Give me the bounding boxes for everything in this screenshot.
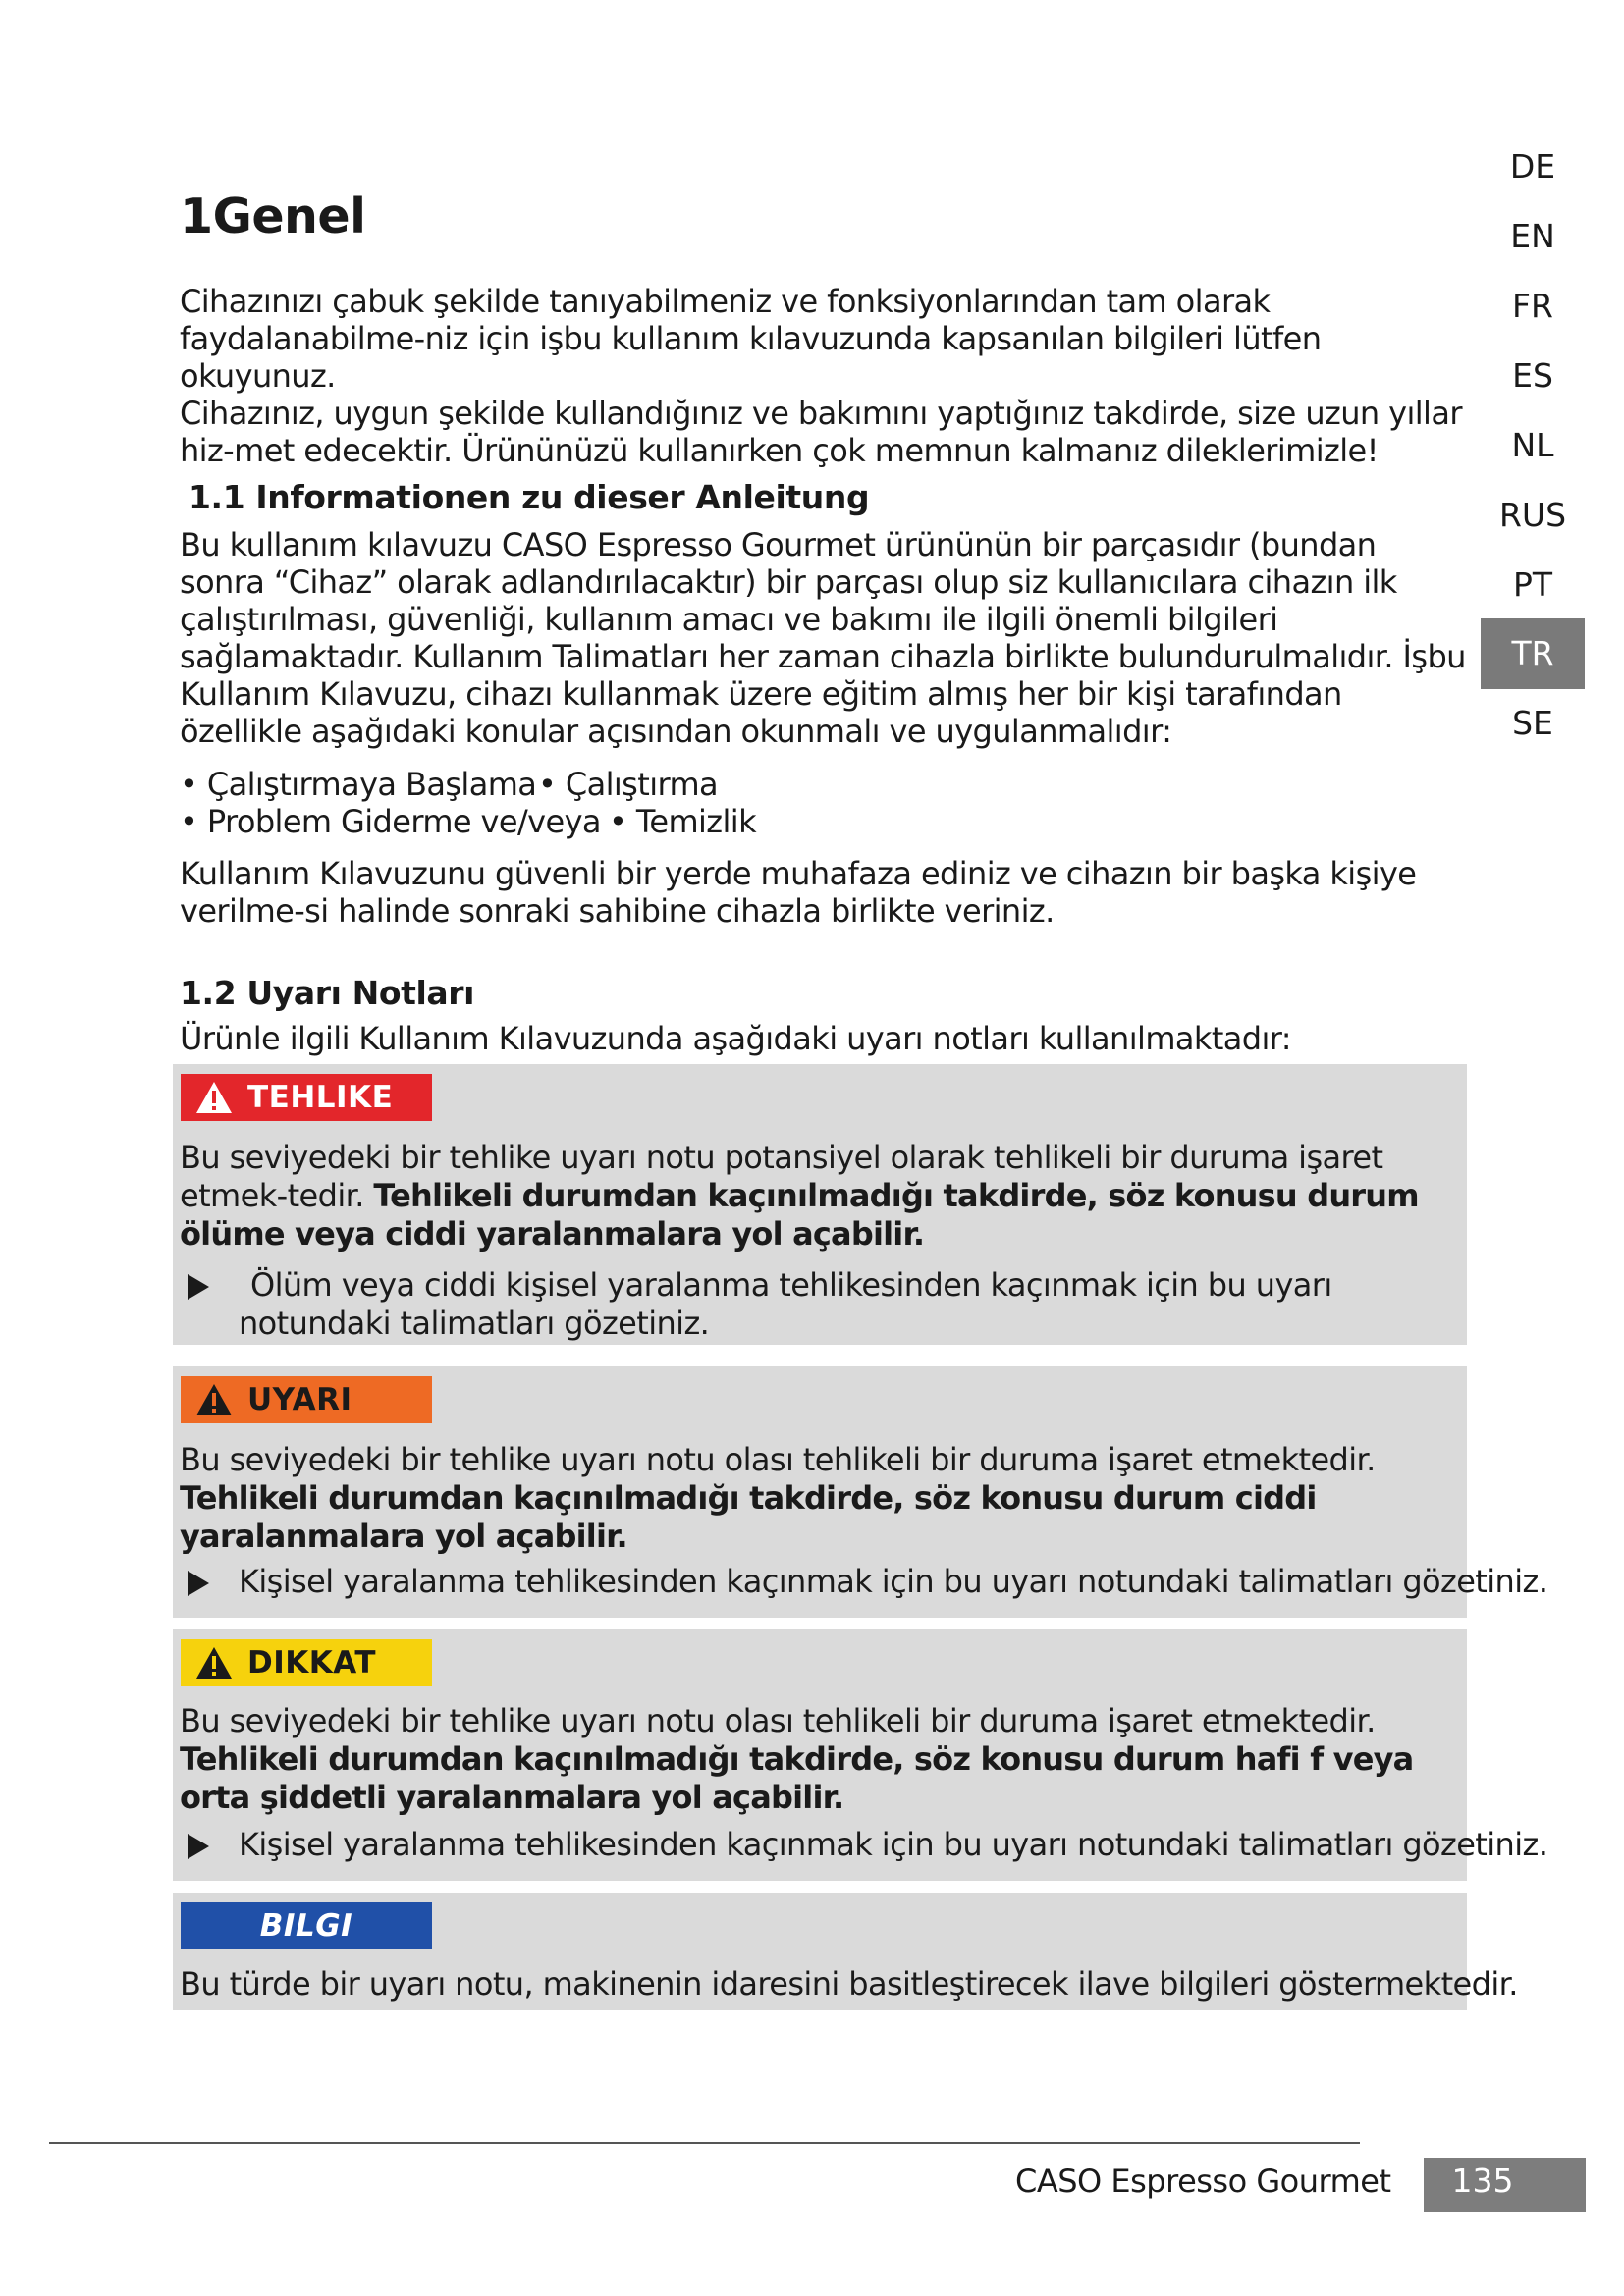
section-1-1-text-2: Kullanım Kılavuzunu güvenli bir yerde muhafaza ediniz ve cihazın bir başka kişiye verilme-si halinde sonraki sahibine cihazla birlikte veriniz.	[180, 855, 1417, 930]
danger-text	[180, 1139, 1456, 1254]
arrow-right-icon	[188, 1571, 209, 1596]
bullet-item: • Çalıştırma	[538, 766, 719, 803]
warning-notice	[173, 1366, 1548, 1618]
caution-action	[188, 1826, 1548, 1864]
bullet-item: • Temizlik	[609, 803, 757, 840]
caution-consequence: Tehlikeli durumdan kaçınılmadığı takdirde, söz konusu durum hafi f veya orta şiddetli yaralanmalara yol açabilir.	[180, 1740, 1414, 1816]
lang-tab-pt[interactable]: PT	[1512, 565, 1553, 604]
footer-brand: CASO Espresso Gourmet	[1015, 2163, 1391, 2200]
intro-text	[180, 283, 1466, 469]
danger-description: Bu seviyedeki bir tehlike uyarı notu potansiyel olarak tehlikeli bir duruma işaret etmek-tedir.	[180, 1139, 1383, 1214]
intro-paragraph-1: Cihazınızı çabuk şekilde tanıyabilmeniz ve fonksiyonlarından tam olarak faydalanabilme-niz için işbu kullanım kılavuzunda kapsanılan bilgileri lütfen okuyunuz.	[180, 283, 1322, 395]
info-notice	[173, 1893, 1518, 2010]
warning-triangle-icon	[194, 1645, 234, 1681]
warning-description: Bu seviyedeki bir tehlike uyarı notu olası tehlikeli bir duruma işaret etmektedir.	[180, 1441, 1376, 1478]
info-text: Bu türde bir uyarı notu, makinenin idaresini basitleştirecek ilave bilgileri göstermektedir.	[180, 1965, 1518, 2002]
footer-divider	[49, 2142, 1360, 2144]
danger-consequence: Tehlikeli durumdan kaçınılmadığı takdirde, söz konusu durum ölüme veya ciddi yaralanmalara yol açabilir.	[180, 1177, 1419, 1253]
caution-description: Bu seviyedeki bir tehlike uyarı notu olası tehlikeli bir duruma işaret etmektedir.	[180, 1702, 1376, 1739]
page-number: 135	[1451, 2162, 1514, 2200]
section-1-2-title: 1.2 Uyarı Notları	[180, 974, 475, 1012]
warning-text	[180, 1441, 1456, 1556]
warning-consequence: Tehlikeli durumdan kaçınılmadığı takdirde, söz konusu durum ciddi yaralanmalara yol açabilir.	[180, 1479, 1317, 1555]
warning-action	[188, 1563, 1548, 1601]
caution-text	[180, 1702, 1456, 1817]
section-1-1-title: 1.1 Informationen zu dieser Anleitung	[189, 478, 870, 516]
section-1-2-text: Ürünle ilgili Kullanım Kılavuzunda aşağıdaki uyarı notları kullanılmaktadır:	[180, 1020, 1291, 1057]
arrow-right-icon	[188, 1274, 209, 1300]
caution-action-text: Kişisel yaralanma tehlikesinden kaçınmak için bu uyarı notundaki talimatları gözetiniz.	[239, 1826, 1548, 1863]
info-label: BILGI	[259, 1908, 353, 1944]
lang-tab-tr[interactable]: TR	[1481, 618, 1585, 689]
lang-tab-se[interactable]: SE	[1512, 704, 1553, 742]
lang-tab-fr[interactable]: FR	[1512, 287, 1553, 325]
lang-tab-nl[interactable]: NL	[1511, 426, 1554, 464]
danger-notice	[173, 1064, 1467, 1345]
lang-tab-de[interactable]: DE	[1509, 147, 1556, 186]
bullet-item: • Problem Giderme ve/veya	[180, 803, 601, 840]
warning-action-text: Kişisel yaralanma tehlikesinden kaçınmak için bu uyarı notundaki talimatları gözetiniz.	[239, 1563, 1548, 1600]
warning-label: UYARI	[247, 1382, 352, 1417]
danger-action	[188, 1266, 1444, 1343]
lang-tab-es[interactable]: ES	[1512, 356, 1553, 395]
warning-triangle-icon	[194, 1382, 234, 1417]
danger-action-text: Ölüm veya ciddi kişisel yaralanma tehlikesinden kaçınmak için bu uyarı notundaki talimatları gözetiniz.	[239, 1266, 1332, 1342]
bullet-item: • Çalıştırmaya Başlama	[180, 766, 537, 803]
caution-notice	[173, 1629, 1548, 1881]
lang-tab-rus[interactable]: RUS	[1498, 496, 1567, 534]
page-title: 1Genel	[180, 188, 366, 244]
lang-tab-en[interactable]: EN	[1510, 217, 1555, 255]
caution-tag	[181, 1639, 432, 1686]
caution-label: DIKKAT	[247, 1645, 377, 1681]
danger-label: TEHLIKE	[247, 1080, 394, 1115]
arrow-right-icon	[188, 1834, 209, 1859]
danger-tag	[181, 1074, 432, 1121]
section-1-1-text: Bu kullanım kılavuzu CASO Espresso Gourmet ürününün bir parçasıdır (bundan sonra “Cihaz” olarak adlandırılacaktır) bir parçası olup siz kullanıcılara cihazın ilk çalıştırılması, güvenliği, kullanım amacı ve bakımı ile ilgili önemli bilgileri sağlamaktadır. Kullanım Talimatları her zaman cihazla birlikte bulundurulmalıdır. İşbu Kullanım Kılavuzu, cihazı kullanmak üzere eğitim almış her bir kişi tarafından özellikle aşağıdaki konular açısından okunmalı ve uygulanmalıdır:	[180, 526, 1466, 750]
intro-paragraph-2: Cihazınız, uygun şekilde kullandığınız ve bakımını yaptığınız takdirde, size uzun yıllar hiz-met edecektir. Ürününüzü kullanırken çok memnun kalmanız dileklerimizle!	[180, 395, 1462, 469]
warning-triangle-icon	[194, 1080, 234, 1115]
warning-tag	[181, 1376, 432, 1423]
info-tag	[181, 1902, 432, 1949]
